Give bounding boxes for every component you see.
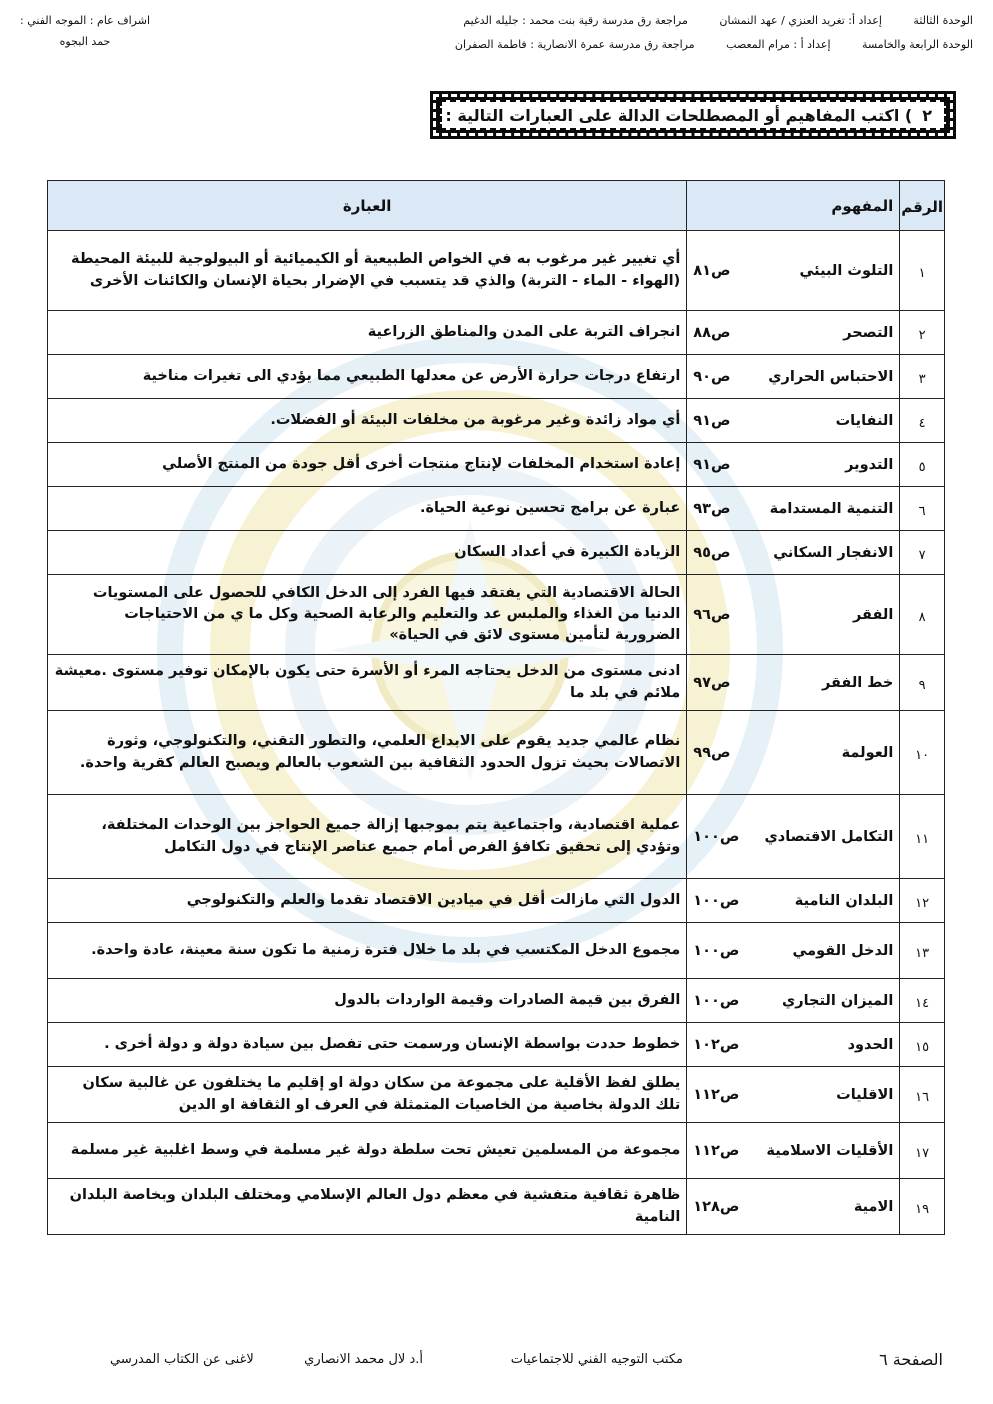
concept-term: النفايات bbox=[835, 412, 894, 429]
table-row bbox=[48, 231, 945, 311]
concept-page-ref: ص١٠٢ bbox=[693, 1036, 740, 1053]
concept-page-ref: ص٩٠ bbox=[693, 368, 731, 385]
header-unit: الوحدة الثالثة bbox=[913, 14, 973, 27]
concept-page-ref: ص٩١ bbox=[693, 412, 731, 429]
concept-page-ref: ص١٠٠ bbox=[693, 892, 740, 909]
row-concept-cell bbox=[687, 1123, 900, 1179]
row-concept-cell bbox=[687, 575, 900, 655]
table-row bbox=[48, 979, 945, 1023]
row-number: ١٤ bbox=[900, 979, 945, 1023]
concept-page-ref: ص١١٢ bbox=[693, 1142, 740, 1159]
header-supervision bbox=[20, 14, 150, 56]
header-number: الرقم bbox=[900, 181, 945, 231]
concept-term: الميزان التجاري bbox=[781, 992, 894, 1009]
concept-term: التنمية المستدامة bbox=[769, 500, 894, 517]
row-concept-cell bbox=[687, 795, 900, 879]
table-row bbox=[48, 355, 945, 399]
row-number: ١٦ bbox=[900, 1067, 945, 1123]
table-row bbox=[48, 531, 945, 575]
row-number: ٧ bbox=[900, 531, 945, 575]
row-phrase: خطوط حددت بواسطة الإنسان ورسمت حتى تفصل بين سيادة دولة و دولة أخرى . bbox=[48, 1023, 687, 1067]
row-number: ٤ bbox=[900, 399, 945, 443]
concept-term: الاحتباس الحراري bbox=[768, 368, 894, 385]
table-row bbox=[48, 575, 945, 655]
supervision-label: اشراف عام : الموجه الفني : bbox=[20, 14, 151, 27]
table-row bbox=[48, 399, 945, 443]
row-concept-cell bbox=[687, 487, 900, 531]
footer-supervisor: أ.د لال محمد الانصاري bbox=[304, 1352, 423, 1367]
row-concept-cell bbox=[687, 399, 900, 443]
row-phrase: أي تغيير غير مرغوب به في الخواص الطبيعية أو الكيميائية أو البيولوجية للبيئة المحيطة (الهواء - الماء - التربة) والذي قد يتسبب في الإضرار بحياة الإنسان والكائنات الأخرى bbox=[48, 231, 687, 311]
header-line-2 bbox=[427, 38, 973, 51]
concept-page-ref: ص٩٩ bbox=[693, 744, 731, 761]
concept-term: العولمة bbox=[841, 744, 894, 761]
row-concept-cell bbox=[687, 879, 900, 923]
row-phrase: ظاهرة ثقافية متفشية في معظم دول العالم الإسلامي ومختلف البلدان وبخاصة البلدان النامية bbox=[48, 1179, 687, 1235]
header-reviewed: مراجعة رق مدرسة رقية بنت محمد : جليله الدغيم bbox=[463, 14, 688, 27]
concept-page-ref: ص٩١ bbox=[693, 456, 731, 473]
concept-page-ref: ص١٠٠ bbox=[693, 942, 740, 959]
table-row bbox=[48, 655, 945, 711]
concept-page-ref: ص١٢٨ bbox=[693, 1198, 740, 1215]
row-phrase: انجراف التربة على المدن والمناطق الزراعية bbox=[48, 311, 687, 355]
table-row bbox=[48, 923, 945, 979]
row-phrase: عملية اقتصادية، واجتماعية يتم بموجبها إزالة جميع الحواجز بين الوحدات المختلفة، وتؤدي إلى تحقيق تكافؤ الفرص أمام جميع عناصر الإنتاج في دول التكامل bbox=[48, 795, 687, 879]
table-row bbox=[48, 311, 945, 355]
section-number: ٢ bbox=[922, 105, 932, 125]
row-number: ٢ bbox=[900, 311, 945, 355]
concept-term: البلدان النامية bbox=[794, 892, 894, 909]
table-row bbox=[48, 487, 945, 531]
row-phrase: ادنى مستوى من الدخل يحتاجه المرء أو الأسرة حتى يكون بالإمكان توفير مستوى .معيشة ملائم في بلد ما bbox=[48, 655, 687, 711]
footer-office: مكتب التوجيه الفني للاجتماعيات bbox=[510, 1352, 683, 1367]
row-concept-cell bbox=[687, 979, 900, 1023]
header-prepared: إعداد أ : مرام المعصب bbox=[726, 38, 831, 51]
row-concept-cell bbox=[687, 355, 900, 399]
supervisor-name: حمد البجوه bbox=[59, 35, 111, 48]
row-phrase: مجموع الدخل المكتسب في بلد ما خلال فترة زمنية ما تكون سنة معينة، عادة واحدة. bbox=[48, 923, 687, 979]
row-number: ٣ bbox=[900, 355, 945, 399]
table-row bbox=[48, 711, 945, 795]
row-number: ١٧ bbox=[900, 1123, 945, 1179]
row-concept-cell bbox=[687, 1023, 900, 1067]
concept-term: التصحر bbox=[843, 324, 894, 341]
header-concept: المفهوم bbox=[687, 181, 900, 231]
row-phrase: يطلق لفظ الأقلية على مجموعة من سكان دولة او إقليم ما يختلفون عن غالبية سكان تلك الدولة بخاصية من الخاصيات المتمثلة في العرف او الثقافة او الدين bbox=[48, 1067, 687, 1123]
concept-term: التدوير bbox=[845, 456, 894, 473]
row-phrase: ارتفاع درجات حرارة الأرض عن معدلها الطبيعي مما يؤدي الى تغيرات مناخية bbox=[48, 355, 687, 399]
row-number: ٥ bbox=[900, 443, 945, 487]
concept-term: الحدود bbox=[847, 1036, 894, 1053]
concept-page-ref: ص٨٨ bbox=[693, 324, 731, 341]
concept-page-ref: ص١٠٠ bbox=[693, 992, 740, 1009]
row-phrase: أي مواد زائدة وغير مرغوبة من مخلفات البيئة أو الفضلات. bbox=[48, 399, 687, 443]
concept-page-ref: ص٩٧ bbox=[693, 674, 731, 691]
row-phrase: مجموعة من المسلمين تعيش تحت سلطة دولة غير مسلمة في وسط اغلبية غير مسلمة bbox=[48, 1123, 687, 1179]
page-number: الصفحة ٦ bbox=[879, 1350, 943, 1369]
table-row bbox=[48, 1179, 945, 1235]
page-header bbox=[20, 10, 973, 60]
row-concept-cell bbox=[687, 311, 900, 355]
concept-term: الفقر bbox=[852, 606, 894, 623]
row-number: ٨ bbox=[900, 575, 945, 655]
header-line-1 bbox=[435, 14, 973, 27]
concept-term: التلوث البيئي bbox=[799, 262, 894, 279]
page-footer bbox=[20, 1350, 943, 1374]
header-unit: الوحدة الرابعة والخامسة bbox=[862, 38, 973, 51]
table-header-row bbox=[48, 181, 945, 231]
row-concept-cell bbox=[687, 1179, 900, 1235]
section-title-box bbox=[433, 94, 953, 136]
row-concept-cell bbox=[687, 531, 900, 575]
concept-term: التكامل الاقتصادي bbox=[764, 828, 894, 845]
row-phrase: نظام عالمي جديد يقوم على الابداع العلمي، والتطور التقني، والتكنولوجي، وثورة الاتصالات بحيث تزول الحدود الثقافية بين الشعوب بالعالم ويصبح العالم كقرية واحدة. bbox=[48, 711, 687, 795]
row-concept-cell bbox=[687, 231, 900, 311]
concept-term: الدخل القومي bbox=[792, 942, 894, 959]
concept-page-ref: ص٩٦ bbox=[693, 606, 731, 623]
concept-page-ref: ص٩٣ bbox=[693, 500, 731, 517]
table-row bbox=[48, 795, 945, 879]
table-row bbox=[48, 443, 945, 487]
row-number: ١ bbox=[900, 231, 945, 311]
row-concept-cell bbox=[687, 1067, 900, 1123]
row-number: ١٣ bbox=[900, 923, 945, 979]
footer-slogan: لاغنى عن الكتاب المدرسي bbox=[110, 1352, 254, 1367]
section-title bbox=[440, 100, 946, 130]
concept-term: الامية bbox=[853, 1198, 894, 1215]
row-number: ١١ bbox=[900, 795, 945, 879]
row-number: ١٢ bbox=[900, 879, 945, 923]
row-phrase: إعادة استخدام المخلفات لإنتاج منتجات أخرى أقل جودة من المنتج الأصلي bbox=[48, 443, 687, 487]
row-phrase: الدول التي مازالت أقل في ميادين الاقتصاد تقدما والعلم والتكنولوجي bbox=[48, 879, 687, 923]
header-reviewed: مراجعة رق مدرسة عمرة الانصارية : فاطمة الصفران bbox=[454, 38, 695, 51]
header-prepared: إعداد أ: تغريد العنزي / عهد النمشان bbox=[719, 14, 882, 27]
row-concept-cell bbox=[687, 923, 900, 979]
row-number: ١٠ bbox=[900, 711, 945, 795]
row-concept-cell bbox=[687, 655, 900, 711]
concept-page-ref: ص٨١ bbox=[693, 262, 731, 279]
table-row bbox=[48, 879, 945, 923]
terms-table bbox=[47, 180, 945, 1235]
row-phrase: الفرق بين قيمة الصادرات وقيمة الواردات بالدول bbox=[48, 979, 687, 1023]
row-number: ٦ bbox=[900, 487, 945, 531]
table-row bbox=[48, 1067, 945, 1123]
row-number: ٩ bbox=[900, 655, 945, 711]
row-concept-cell bbox=[687, 443, 900, 487]
table-row bbox=[48, 1023, 945, 1067]
concept-term: الانفجار السكاني bbox=[773, 544, 894, 561]
table-row bbox=[48, 1123, 945, 1179]
concept-term: الأقليات الاسلامية bbox=[766, 1142, 894, 1159]
row-phrase: الزيادة الكبيرة في أعداد السكان bbox=[48, 531, 687, 575]
row-phrase: عبارة عن برامج تحسين نوعية الحياة. bbox=[48, 487, 687, 531]
concept-term: الاقليات bbox=[836, 1086, 894, 1103]
row-number: ١٩ bbox=[900, 1179, 945, 1235]
row-phrase: الحالة الاقتصادية التي يفتقد فيها الفرد إلى الدخل الكافي للحصول على المستويات الدنيا من الغذاء والملبس عد والتعليم والرعاية الصحية وكل ما ي من الاحتياجات الضرورية لتأمين مستوى لائق في الحياة» bbox=[48, 575, 687, 655]
concept-page-ref: ص٩٥ bbox=[693, 544, 731, 561]
section-title-text: ) اكتب المفاهيم أو المصطلحات الدالة على العبارات التالية : bbox=[445, 105, 913, 125]
header-phrase: العبارة bbox=[48, 181, 687, 231]
concept-page-ref: ص١١٢ bbox=[693, 1086, 740, 1103]
row-number: ١٥ bbox=[900, 1023, 945, 1067]
concept-page-ref: ص١٠٠ bbox=[693, 828, 740, 845]
row-concept-cell bbox=[687, 711, 900, 795]
concept-term: خط الفقر bbox=[821, 674, 894, 691]
